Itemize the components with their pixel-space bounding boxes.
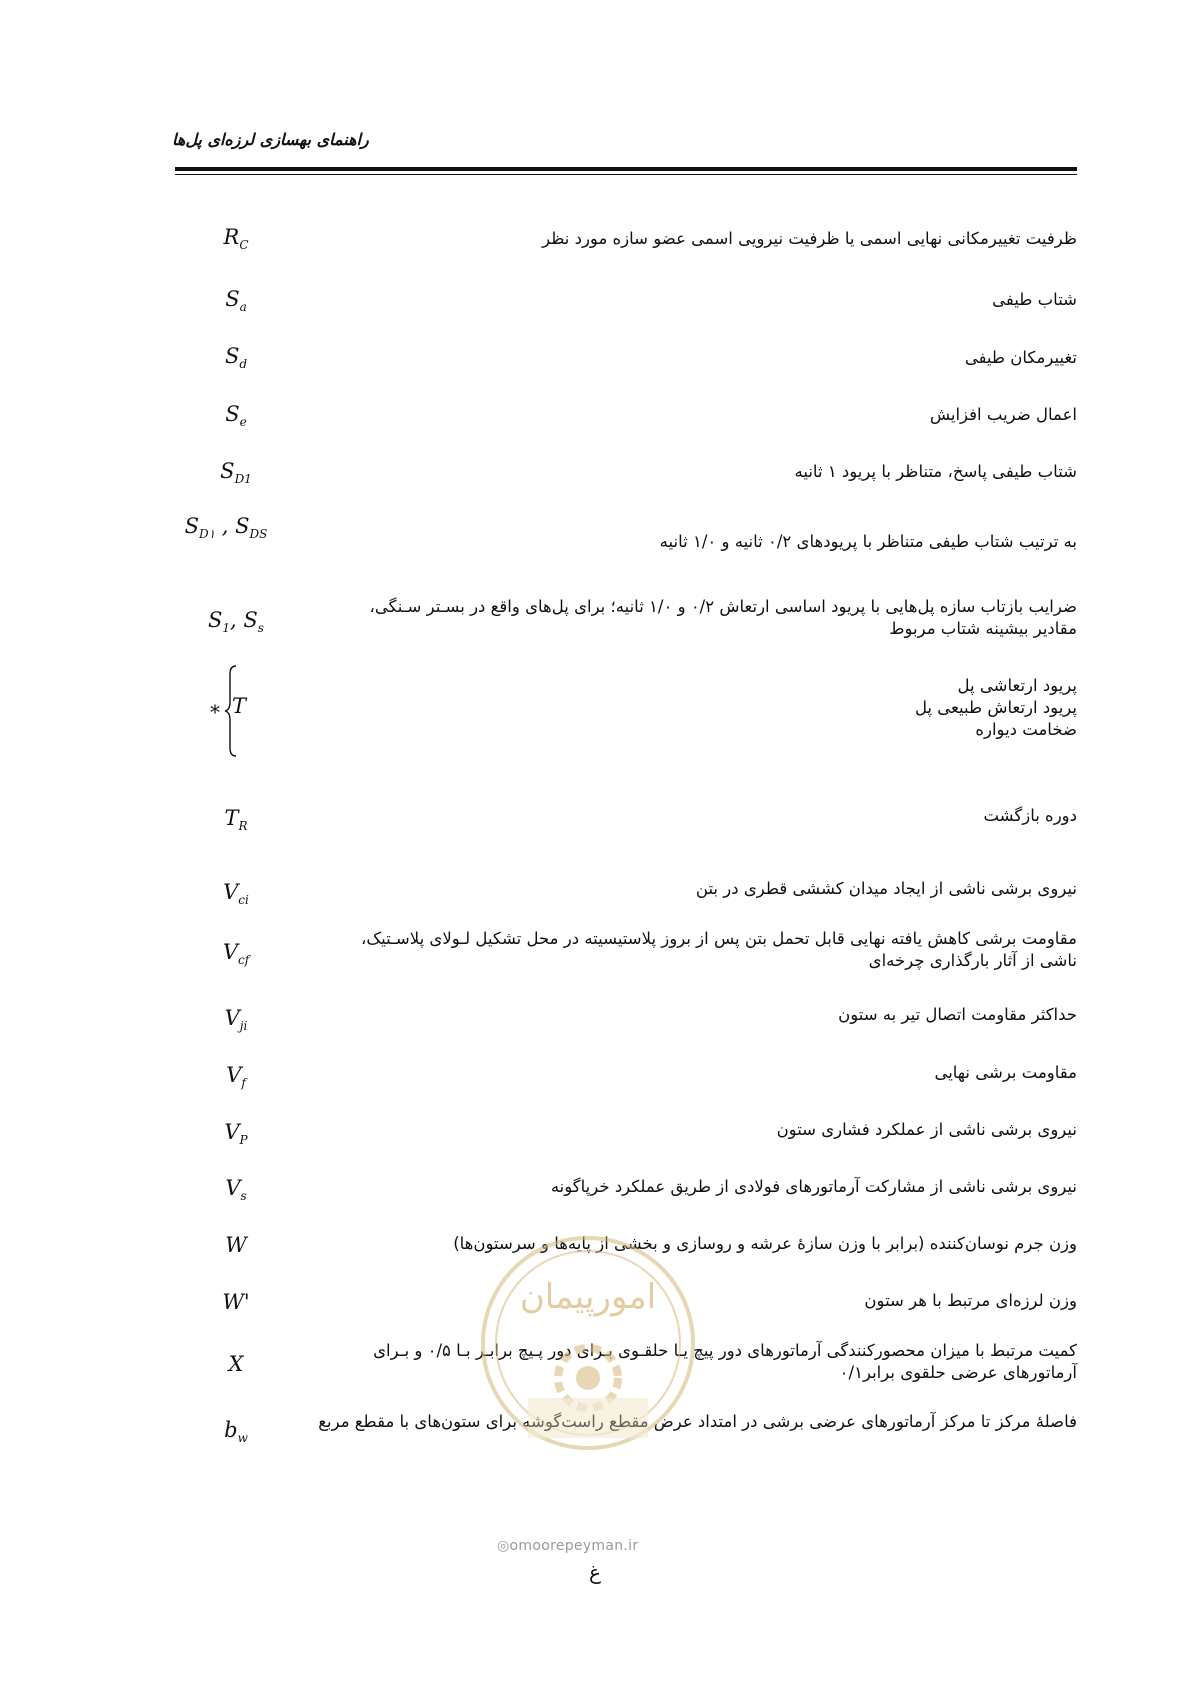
definition-S-D1-S-DS: به ترتیب شتاب طیفی متناظر با پریودهای ۰/۲ ثانیه و ۱/۰ ثانیه xyxy=(659,532,1077,551)
header-rule-thin xyxy=(175,174,1077,175)
definition-V-f: مقاومت برشی نهایی xyxy=(934,1063,1077,1082)
watermark-logo xyxy=(468,1213,708,1513)
symbol-R-C: $R_C$ xyxy=(223,225,249,253)
definition-X: کمیت مرتبط با میزان محصورکنندگی آرماتورهای دور پیچ یـا حلقـوی بـرای دور پـیچ برابـر بـا ۰/۵ و بـرای آرماتورهای عرضی حلقوی برابر۰/۱ xyxy=(373,1341,1077,1382)
symbol-W-prime: W' xyxy=(222,1290,250,1314)
page-number: غ xyxy=(589,1560,601,1584)
symbol-S-D1-S-DS: $S_{D١}$ , $S_{DS}$ xyxy=(184,514,268,542)
symbol-V-f: $V_f$ xyxy=(226,1063,246,1091)
definition-V-P: نیروی برشی ناشی از عملکرد فشاری ستون xyxy=(776,1120,1077,1139)
definition-W: وزن جرم نوسان‌کننده (برابر با وزن سازهٔ عرشه و روسازی و بخشی از پایه‌ها و سرستون‌ها) xyxy=(453,1234,1077,1253)
definition-S-a: شتاب طیفی xyxy=(992,290,1077,309)
definition-V-ci: نیروی برشی ناشی از ایجاد میدان کششی قطری در بتن xyxy=(695,879,1077,898)
symbol-V-ji: $V_{ji}$ xyxy=(224,1006,248,1034)
symbol-S-e: $S_e$ xyxy=(225,402,247,430)
watermark-site: ◎omoorepeyman.ir xyxy=(497,1538,639,1554)
definition-R-C: ظرفیت تغییرمکانی نهایی اسمی یا ظرفیت نیرویی اسمی عضو سازه مورد نظر xyxy=(542,229,1077,248)
symbol-b-w: $b_w$ xyxy=(224,1418,248,1446)
definition-W-prime: وزن لرزه‌ای مرتبط با هر ستون xyxy=(864,1291,1077,1310)
definition-S-e: اعمال ضریب افزایش xyxy=(929,405,1077,424)
header-rule-thick xyxy=(175,167,1077,171)
definition-V-ji: حداکثر مقاومت اتصال تیر به ستون xyxy=(838,1005,1077,1024)
definition-T: پریود ارتعاشی پل پریود ارتعاش طبیعی پل ضخامت دیواره xyxy=(914,676,1077,739)
definition-S-D1: شتاب طیفی پاسخ، متناظر با پریود ۱ ثانیه xyxy=(794,462,1077,481)
symbol-V-s: $V_s$ xyxy=(225,1176,247,1204)
symbol-S-D1: $S_{D1}$ xyxy=(220,459,252,487)
definition-V-s: نیروی برشی ناشی از مشارکت آرماتورهای فولادی از طریق عملکرد خرپاگونه xyxy=(550,1177,1077,1196)
symbol-V-cf: $V_{cf}$ xyxy=(222,940,250,968)
definition-S-1-S-s: ضرایب بازتاب سازه پل‌هایی با پریود اساسی ارتعاش ۰/۲ و ۱/۰ ثانیه؛ برای پل‌های واقع در بسـتر سـنگی، مقادیر بیشینه شتاب مربوط xyxy=(369,597,1077,638)
definition-b-w: فاصلهٔ مرکز تا مرکز آرماتورهای عرضی برشی در امتداد عرض مقطع راست‌گوشه برای ستون‌های با مقطع مربع xyxy=(318,1412,1077,1431)
symbol-S-a: $S_a$ xyxy=(225,287,247,315)
symbol-S-1-S-s: $S_1$, $S_s$ xyxy=(208,608,264,636)
symbol-V-P: $V_P$ xyxy=(224,1120,248,1148)
symbol-X: X xyxy=(228,1352,244,1376)
symbol-W: W xyxy=(225,1233,247,1257)
definition-S-d: تغییرمکان طیفی xyxy=(964,348,1077,367)
watermark-logo-text: امورپیمان xyxy=(519,1277,657,1317)
running-header-title: راهنمای بهسازی لرزه‌ای پل‌ها xyxy=(172,130,369,149)
symbol-S-d: $S_d$ xyxy=(224,344,248,372)
definition-T-R: دوره بازگشت xyxy=(983,806,1077,825)
symbol-T: T xyxy=(232,694,247,718)
symbol-T-R: $T_R$ xyxy=(224,806,248,834)
definition-V-cf: مقاومت برشی کاهش یافته نهایی قابل تحمل بتن پس از بروز پلاستیسیته در محل تشکیل لـولای پلاسـتیک، ناشی از آثار بارگذاری چرخه‌ای xyxy=(361,929,1077,970)
symbol-V-ci: $V_{ci}$ xyxy=(223,880,249,908)
asterisk-marker: * xyxy=(210,700,220,724)
